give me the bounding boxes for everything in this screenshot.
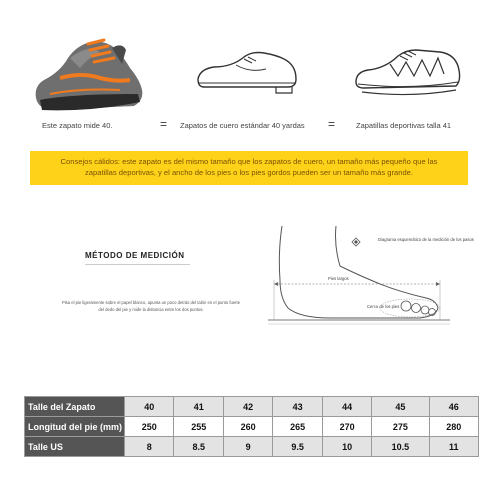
- size-table-cell: 40: [125, 397, 174, 417]
- size-table-cell: 9.5: [273, 437, 322, 457]
- equals-sign-1: =: [160, 117, 168, 131]
- size-table-row-label: Longitud del pie (mm): [25, 417, 125, 437]
- foot-width-label: Cerco de los pies: [367, 304, 400, 309]
- size-table-cell: 46: [429, 397, 478, 417]
- foot-length-label: Pies largos: [328, 276, 349, 281]
- tips-banner: [30, 151, 468, 185]
- size-table-cell: 280: [429, 417, 478, 437]
- leather-shoe-icon: [192, 45, 302, 97]
- diagram-legend: Diagrama esquemático de la medición de los pasos: [378, 237, 474, 242]
- size-table-cell: 8.5: [174, 437, 223, 457]
- tips-line-2: zapatillas deportivas, y el ancho de los pies o los pies gordos pueden ser un tamaño más grande.: [85, 168, 413, 177]
- size-table-cell: 8: [125, 437, 174, 457]
- sneaker-icon: [350, 42, 465, 100]
- size-table-cell: 43: [273, 397, 322, 417]
- size-table-cell: 10: [322, 437, 371, 457]
- size-table-cell: 45: [372, 397, 429, 417]
- method-underline: [85, 263, 190, 266]
- size-table-cell: 9: [223, 437, 272, 457]
- method-description: Pisa el pie ligeramente sobre el papel blanco, apunta un poco detrás del talón en el punto fuerte del dedo del pie y mide la distancia entre los dos puntos.: [61, 300, 241, 312]
- size-table: [24, 396, 479, 457]
- size-table-row-label: Talle US: [25, 437, 125, 457]
- caption-shoe-1: Este zapato mide 40.: [42, 121, 113, 130]
- size-table-row: [25, 417, 479, 437]
- caption-shoe-2: Zapatos de cuero estándar 40 yardas: [180, 121, 305, 130]
- size-table-cell: 10.5: [372, 437, 429, 457]
- size-table-cell: 44: [322, 397, 371, 417]
- size-table-cell: 41: [174, 397, 223, 417]
- size-table-row: [25, 437, 479, 457]
- size-table-row: [25, 397, 479, 417]
- tips-line-1: Consejos cálidos: este zapato es del mismo tamaño que los zapatos de cuero, un tamaño más pequeño que las: [60, 157, 438, 166]
- size-table-row-label: Talle del Zapato: [25, 397, 125, 417]
- size-table-cell: 250: [125, 417, 174, 437]
- size-table-cell: 270: [322, 417, 371, 437]
- size-table-cell: 11: [429, 437, 478, 457]
- size-table-cell: 265: [273, 417, 322, 437]
- method-title: MÉTODO DE MEDICIÓN: [85, 251, 185, 260]
- equals-sign-2: =: [328, 117, 336, 131]
- caption-shoe-3: Zapatillas deportivas talla 41: [356, 121, 452, 130]
- size-table-cell: 260: [223, 417, 272, 437]
- size-table-cell: 42: [223, 397, 272, 417]
- size-table-cell: 255: [174, 417, 223, 437]
- size-table-cell: 275: [372, 417, 429, 437]
- hiking-shoe-image: [30, 28, 148, 120]
